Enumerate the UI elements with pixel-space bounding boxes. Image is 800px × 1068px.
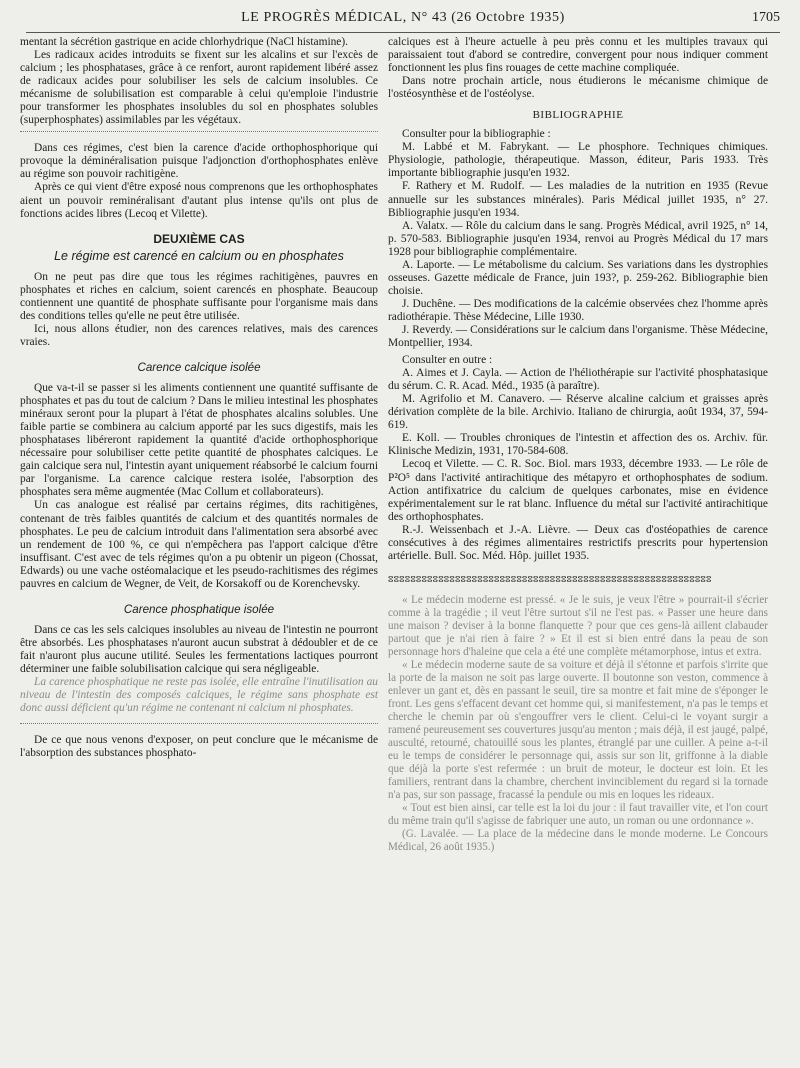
- paragraph: Un cas analogue est réalisé par certains régimes, dits rachitigènes, contenant de très faibles quantités de calcium et des quantités normales de phosphates. Le peu de calcium introduit dans l'alimentation sera absorbé avec un rendement de 100 %, ce qui n'empêchera pas l'apport calcique d'être insuffisant. C'est avec de tels régimes qu'on a pu obtenir un pigeon (Chossat, Edwards) ou une vache ostéomalacique et les pseudo-rachitismes des régimes pauvres en calcium de Wegner, de Veit, de Korsakoff ou de Korenchevsky.: [20, 499, 378, 590]
- quote-paragraph: « Tout est bien ainsi, car telle est la loi du jour : il faut travailler vite, et l'on court du même train qu'il s'agisse de fabriquer une auto, un roman ou une ordonnance ».: [388, 801, 768, 827]
- section-subtitle: Le régime est carencé en calcium ou en phosphates: [54, 248, 344, 263]
- paragraph: La carence phosphatique ne reste pas isolée, elle entraîne l'inutilisation au niveau de l'intestin des composés calciques, le régime sans phosphate est donc aussi déficient qu'un régime ne contenant ni calcium ni phosphates.: [20, 676, 378, 715]
- page-number: 1705: [752, 10, 780, 25]
- paragraph: De ce que nous venons d'exposer, on peut conclure que le mécanisme de l'absorption des substances phosphato-: [20, 734, 378, 760]
- quoted-excerpt: [388, 594, 768, 854]
- paragraph: Ici, nous allons étudier, non des carences relatives, mais des carences vraies.: [20, 322, 378, 348]
- paragraph: Que va-t-il se passer si les aliments contiennent une quantité suffisante de phosphates et pas du tout de calcium ? Dans le milieu intestinal les phosphates minéraux seront pour la plupart à l'état de phosphates alcalins solubles. Une faible partie se combinera au calcium apporté par les sucs digestifs, mais les phosphatases libéreront rapidement la quantité d'acide orthophosphorique nécessaire pour solubiliser cette petite quantité de phosphates calciques. Le gain calcique sera nul, l'intestin ayant uniquement réabsorbé le calcium fourni par l'organisme. La carence calcique restera isolée, l'absorption des phosphates sera même augmentée (Mac Collum et collaborateurs).: [20, 382, 378, 499]
- reference-item: M. Labbé et M. Fabrykant. — Le phosphore. Techniques chimiques. Physiologie, pathologie, thérapeutique. Masson, éditeur, Paris 1933. Très importante bibliographie jusqu'en 1932.: [388, 141, 768, 180]
- journal-title: LE PROGRÈS MÉDICAL, N° 43 (26 Octobre 1935): [241, 10, 565, 25]
- reference-item: Lecoq et Vilette. — C. R. Soc. Biol. mars 1933, décembre 1933. — Le rôle de P²O⁵ dans l'activité antirachitique des métapyro et orthophosphates de sodium. Action antifixatrice du calcium de quelques carbonates, mise en évidence expérimentalement sur le rat blanc. Influence du métal sur l'activité antirachitique des orthophosphates.: [388, 458, 768, 523]
- reference-list: [388, 367, 768, 563]
- bibliography-intro: Consulter en outre :: [402, 354, 493, 367]
- reference-item: A. Laporte. — Le métabolisme du calcium. Ses variations dans les dystrophies osseuses. Gazette médicale de France, juin 193?, p. 259-262. Bibliographie bien choisie.: [388, 258, 768, 297]
- paragraph: Les radicaux acides introduits se fixent sur les alcalins et sur l'excès de calcium ; les phosphatases, grâce à ce renfort, auront rapidement libéré assez de radicaux acides pour solubiliser les sels de calcium insolubles. Ce mécanisme de solubilisation est comparable à celui qu'emploie l'industrie pour transformer les phosphates insolubles du sol en phosphates solubles (superphosphates) assimilables par les végétaux.: [20, 49, 378, 127]
- paragraph: Dans ce cas les sels calciques insolubles au niveau de l'intestin ne pourront être absorbés. Les phosphatases n'auront aucun substrat à dédoubler et de ce fait n'auront plus aucune utilité. Seules les fermentations lactiques pourront déterminer une faible solubilisation calcique qui sera négligeable.: [20, 623, 378, 675]
- header-rule: [26, 32, 780, 33]
- ornamental-divider: ⵓⵓⵓⵓⵓⵓⵓⵓⵓⵓⵓⵓⵓⵓⵓⵓⵓⵓⵓⵓⵓⵓⵓⵓⵓⵓⵓⵓⵓⵓⵓⵓⵓⵓⵓⵓⵓⵓⵓⵓⵓⵓⵓⵓⵓⵓⵓⵓⵓⵓⵓⵓⵓⵓⵓⵓⵓⵓ: [388, 573, 712, 584]
- paragraph: Dans ces régimes, c'est bien la carence d'acide orthophosphorique qui provoque la déminéralisation puisque l'adjonction d'orthophosphates enlève au régime son pouvoir rachitigène.: [20, 142, 378, 181]
- dotted-separator: [20, 131, 378, 132]
- reference-item: J. Duchêne. — Des modifications de la calcémie observées chez l'homme après radiothérapie. Thèse Médecine, Lille 1930.: [388, 297, 768, 323]
- bibliography-intro: Consulter pour la bibliographie :: [402, 128, 551, 141]
- paragraph: calciques est à l'heure actuelle à peu près connu et les multiples travaux qui paraissaient tout d'abord se contredire, convergent pour nous indiquer comment fonctionnent les plus fins rouages de cette machine compliquée.: [388, 36, 768, 75]
- reference-item: A. Valatx. — Rôle du calcium dans le sang. Progrès Médical, avril 1925, n° 14, p. 570-583. Bibliographie jusqu'en 1934, renvoi au Progrès Médical du 17 mars 1928 pour bibliographie complémentaire.: [388, 219, 768, 258]
- subheading-carence-calcique: Carence calcique isolée: [137, 360, 261, 374]
- paragraph: mentant la sécrétion gastrique en acide chlorhydrique (NaCl histamine).: [20, 36, 348, 48]
- bibliography-heading: BIBLIOGRAPHIE: [532, 109, 624, 122]
- quote-paragraph: « Le médecin moderne saute de sa voiture et déjà il s'étonne et parfois s'irrite que la porte de la maison ne soit pas large ouverte. Il boutonne son veston, commence à enlever un gant et, dès en passant le seuil, tire sa montre et fait mine de s'éponger le front. Les gens s'effacent devant cet homme qui, si manifestement, n'a pas le temps et cherche le chemin par où s'engouffrer vers le client. Celui-ci le voyant surgir a ramené peureusement ses couvertures jusqu'au menton ; mais déjà, il est jaugé, palpé, ausculté, retourné, chatouillé sous les plantes, étranglé par une cuiller. A peine a-t-il eu le temps de considérer le personnage qui, assis sur son lit, griffonne à la diable que déjà la porte s'est refermée : un bruit de moteur, le docteur est loin. Et les familiers, rentrant dans la chambre, cherchent invinciblement du regard si la tornade n'a pas, sur son passage, fracassé la pendule ou mis en loques les rideaux.: [388, 658, 768, 801]
- subheading-carence-phosphatique: Carence phosphatique isolée: [123, 602, 275, 616]
- reference-item: J. Reverdy. — Considérations sur le calcium dans l'organisme. Thèse Médecine, Montpellier, 1934.: [388, 323, 768, 350]
- section-title: DEUXIÈME CAS: [153, 231, 245, 246]
- paragraph: On ne peut pas dire que tous les régimes rachitigènes, pauvres en phosphates et riches en calcium, soient carencés en phosphate. Beaucoup contiennent une quantité de phosphate suffisante pour l'organisme mais dans des conditions telles qu'elle ne peut être utilisée.: [20, 270, 378, 322]
- reference-item: A. Aimes et J. Cayla. — Action de l'héliothérapie sur l'activité phosphatasique du sérum. C. R. Acad. Méd., 1935 (à paraître).: [388, 367, 768, 393]
- reference-list: [388, 141, 768, 350]
- dotted-separator: [20, 723, 378, 724]
- reference-item: E. Koll. — Troubles chroniques de l'intestin et affection des os. Archiv. für. Klinische Medizin, 1931, 170-584-608.: [388, 432, 768, 458]
- right-column: [388, 36, 768, 854]
- paragraph: Après ce qui vient d'être exposé nous comprenons que les orthophosphates aient un pouvoir reminéralisant d'autant plus intense qu'ils ont plus de fonctions acides libres (Lecoq et Vilette).: [20, 181, 378, 220]
- reference-item: R.-J. Weissenbach et J.-A. Lièvre. — Deux cas d'ostéopathies de carence consécutives à des régimes alimentaires restrictifs prescrits pour hypertension artérielle. Bull. Soc. Méd. Hôp. juillet 1935.: [388, 523, 768, 562]
- quote-paragraph: « Le médecin moderne est pressé. « Je le suis, je veux l'être » pourrait-il s'écrier comme à la tragédie ; il veut l'être surtout s'il ne l'est pas. « Passer une heure dans une maison ? deviser à la bonne flanquette ? pour que ces gens-là aillent clabauder partout que je n'ai rien à faire ? » Et il est si bien entré dans la peau de son personnage hors d'haleine que cela a été une complète métamorphose, intus et extra.: [388, 593, 768, 658]
- paragraph: Dans notre prochain article, nous étudierons le mécanisme chimique de l'ostéosynthèse et de l'ostéolyse.: [388, 75, 768, 101]
- quote-source: (G. Lavalée. — La place de la médecine dans le monde moderne. Le Concours Médical, 26 août 1935.): [388, 827, 768, 853]
- reference-item: F. Rathery et M. Rudolf. — Les maladies de la nutrition en 1935 (Revue annuelle sur les substances minérales). Paris Médical juillet 1935, n° 27. Bibliographie jusqu'en 1934.: [388, 180, 768, 219]
- reference-item: M. Agrifolio et M. Canavero. — Réserve alcaline calcium et graisses après dérivation complète de la bile. Archivio. Italiano de chirurgia, août 1934, 37, 594-619.: [388, 393, 768, 432]
- running-header: [26, 10, 780, 30]
- left-column: [20, 36, 378, 760]
